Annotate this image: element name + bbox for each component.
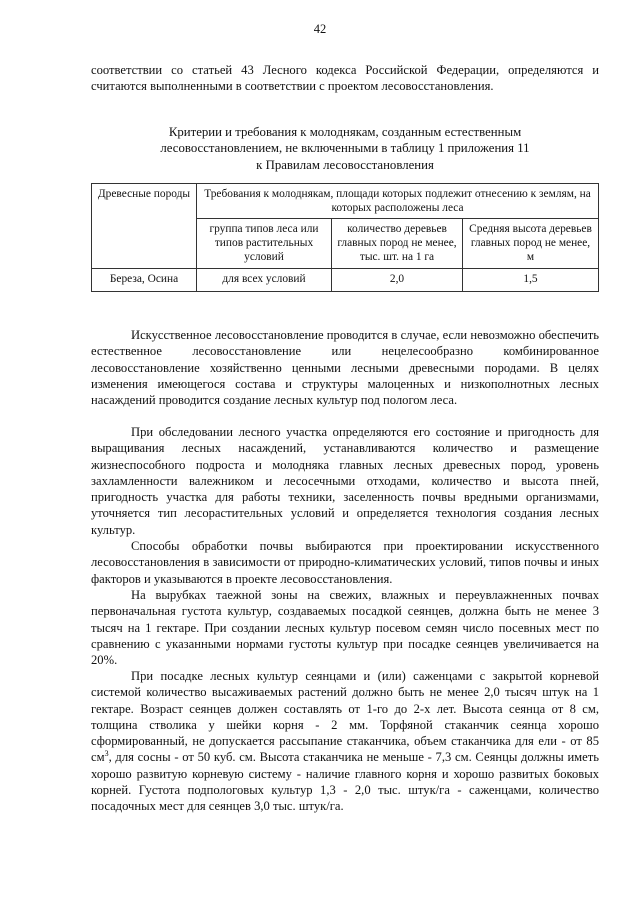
- criteria-table: [91, 183, 599, 292]
- avg-height-cell: 1,5: [463, 269, 599, 292]
- paragraph-site-survey: При обследовании лесного участка определяются его состояние и пригодность для выращивания лесных насаждений, устанавливаются количество и размещение жизнеспособного подроста и молодняка главных лесных древесных пород, уровень захламленности валежником и лесосечными отходами, количество и высота пней, пригодность участка для работы техники, заселенность почвы вредными организмами, уточняется тип лесорастительных условий и определяется технология создания лесных культур.: [91, 425, 599, 537]
- paragraph-artificial-reforestation: Искусственное лесовосстановление проводится в случае, если невозможно обеспечить естественное лесовосстановление или нецелесообразно комбинированное лесовосстановление хозяйственно ценными лесными древесными породами. В целях изменения имеющегося состава и структуры малоценных и низкополнотных лесных насаждений проводится создание лесных культур под пологом леса.: [91, 328, 599, 408]
- forest-type-cell: для всех условий: [197, 269, 332, 292]
- tree-count-header: количество деревьев главных пород не менее, тыс. шт. на 1 га: [332, 219, 463, 269]
- species-header: Древесные породы: [92, 184, 197, 269]
- paragraph-text-part-1: При посадке лесных культур сеянцами и (или) саженцами с закрытой корневой системой количество высаживаемых растений должно быть не менее 2,0 тысяч штук на 1 гектаре. Возраст сеянцев должен составлять от 1-го до 2-х лет. Высота сеянца от 8 см, толщина стволика у шейки корня - 2 мм. Торфяной стаканчик сеянца хорошо сформированный, не допускается рассыпание стаканчика, объем стаканчика для ели - от 85 см: [91, 669, 599, 765]
- table-header-row: [92, 184, 599, 219]
- page-number: 42: [313, 22, 327, 36]
- table-title-line-2: лесовосстановлением, не включенными в таблицу 1 приложения 11: [160, 141, 530, 156]
- paragraph-text-part-2: , для сосны - от 50 куб. см. Высота стаканчика не меньше - 7,3 см. Сеянцы должны иметь хорошо развитую корневую систему - наличие главного корня и хорошо развитых боковых корней. Густота подпологовых культур 1,3 - 2,0 тыс. штук/га - саженцами, количество посадочных мест для сеянцев 3,0 тыс. штук/га.: [91, 750, 599, 814]
- requirements-header: Требования к молоднякам, площади которых подлежит отнесению к землям, на которых расположены леса: [197, 184, 599, 219]
- table-row: [92, 269, 599, 292]
- paragraph-soil-treatment: Способы обработки почвы выбираются при проектировании искусственного лесовосстановления в зависимости от природно-климатических условий, типов почвы и иных факторов и указываются в проекте лесовосстановления.: [91, 539, 599, 586]
- avg-height-header: Средняя высота деревьев главных пород не менее, м: [463, 219, 599, 269]
- table-title-line-3: к Правилам лесовосстановления: [256, 157, 434, 172]
- paragraph-taiga-density: На вырубках таежной зоны на свежих, влажных и переувлажненных почвах первоначальная густота культур, создаваемых посадкой сеянцев, должна быть не менее 3 тысяч на 1 гектаре. При создании лесных культур посевом семян число посевных мест по сравнению с указанными нормами густоты культур при посадке сеянцев увеличивается на 20%.: [91, 588, 599, 668]
- forest-type-header: группа типов леса или типов растительных условий: [197, 219, 332, 269]
- cubic-superscript: 3: [104, 749, 109, 759]
- table-title-line-1: Критерии и требования к молоднякам, созданным естественным: [168, 125, 522, 139]
- tree-count-cell: 2,0: [332, 269, 463, 292]
- paragraph-closed-root-seedlings: [91, 668, 599, 815]
- intro-paragraph: соответствии со статьей 43 Лесного кодекса Российской Федерации, определяются и считаются выполненными в соответствии с проектом лесовосстановления.: [91, 63, 599, 94]
- table-title: [91, 124, 599, 173]
- species-cell: Береза, Осина: [92, 269, 197, 292]
